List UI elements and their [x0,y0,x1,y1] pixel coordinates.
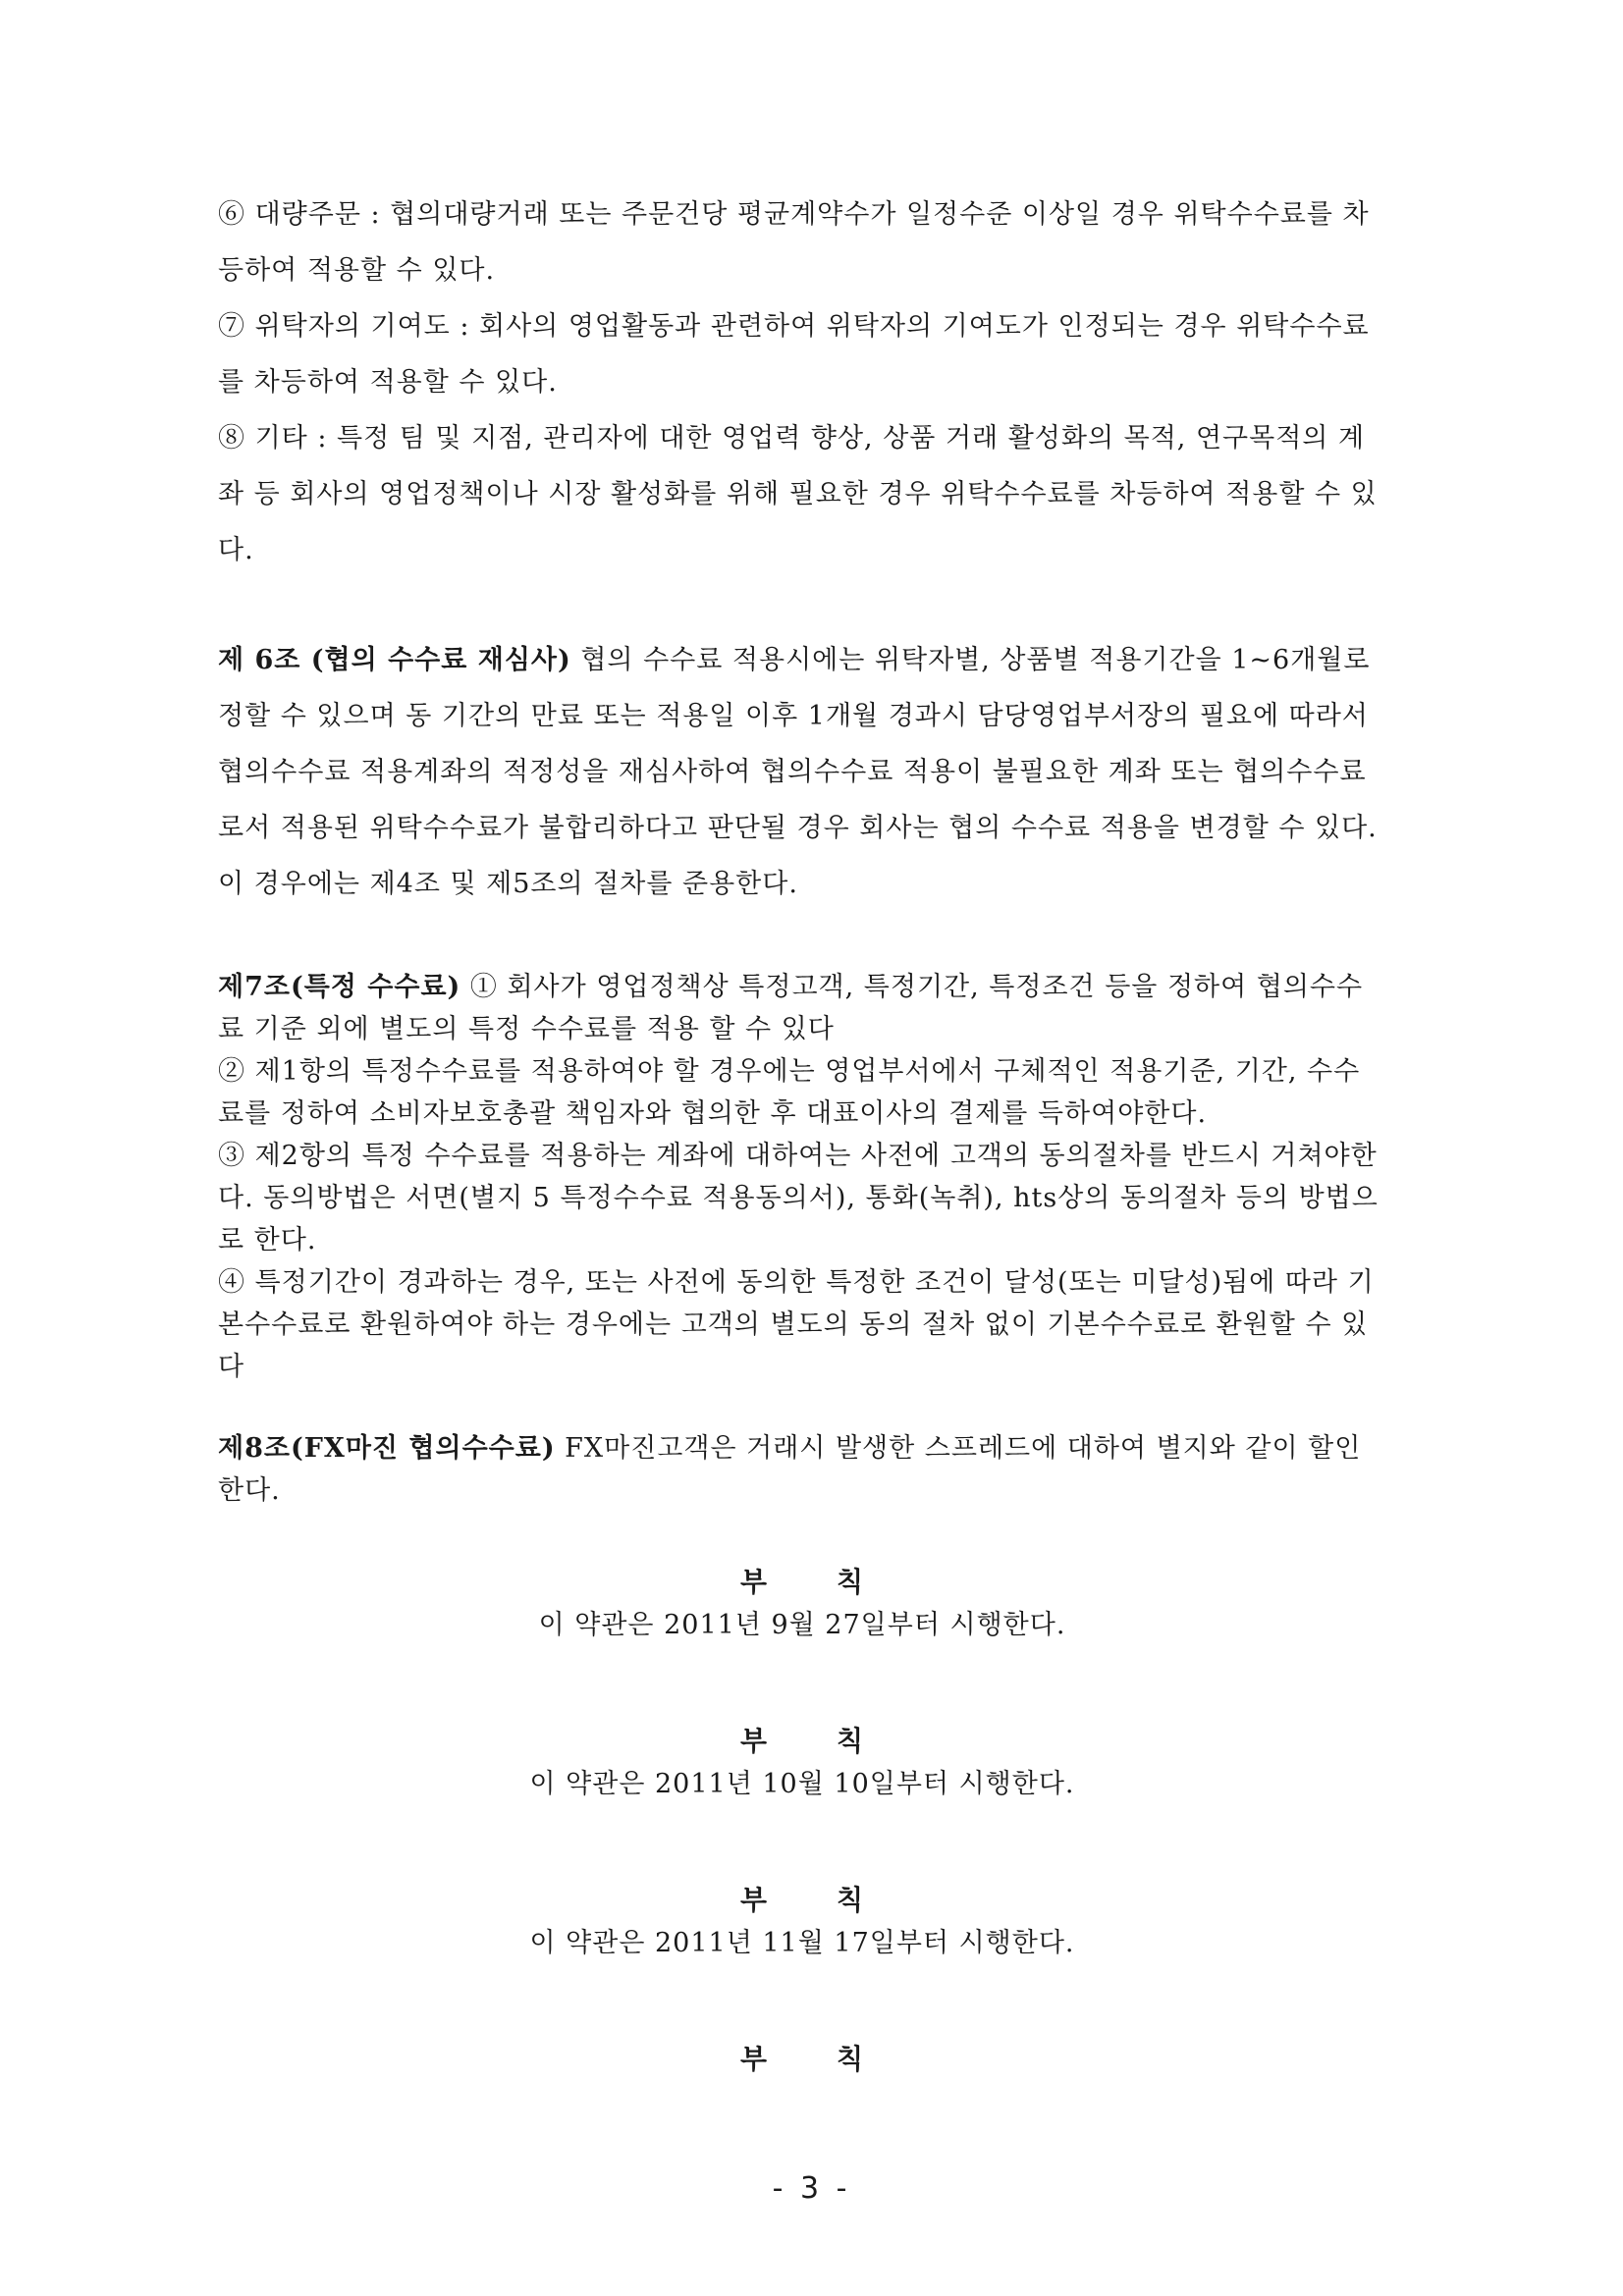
article-8 [218,1427,1386,1512]
article-7 [218,966,1386,1388]
article-6 [218,632,1386,912]
supplementary-text: 이 약관은 2011년 9월 27일부터 시행한다. [538,1610,1066,1640]
supplementary-title: 부 칙 [739,1566,865,1598]
article-8-text: FX마진고객은 거래시 발생한 스프레드에 대하여 별지와 같이 할인한다. [218,1433,1362,1506]
spacer [218,912,1386,966]
clause-item-8: ⑧ 기타 : 특정 팀 및 지점, 관리자에 대한 영업력 향상, 상품 거래 활성화의 목적, 연구목적의 계좌 등 회사의 영업정책이나 시장 활성화를 위해 필요한 경우 위탁수수료를 차등하여 적용할 수 있다. [218,423,1378,565]
article-7-para-3: ③ 제2항의 특정 수수료를 적용하는 계좌에 대하여는 사전에 고객의 동의절차를 반드시 거쳐야한다. 동의방법은 서면(별지 5 특정수수료 적용동의서), 통화(녹취), hts상의 동의절차 등의 방법으로 한다. [218,1141,1379,1255]
supplementary-text: 이 약관은 2011년 11월 17일부터 시행한다. [529,1928,1075,1958]
supplementary-title: 부 칙 [739,1884,865,1916]
spacer [218,1647,1386,1720]
article-7-para-1 [218,966,1386,1050]
spacer [218,1512,1386,1561]
page-number: - 3 - [772,2171,851,2206]
supplementary-provision-2 [218,1720,1386,1806]
article-7-para-1-text: ① 회사가 영업정책상 특정고객, 특정기간, 특정조건 등을 정하여 협의수수료 기준 외에 별도의 특정 수수료를 적용 할 수 있다 [218,972,1364,1044]
article-7-heading: 제7조(특정 수수료) [218,972,461,1002]
supplementary-text: 이 약관은 2011년 10월 10일부터 시행한다. [529,1769,1075,1799]
supplementary-provision-1 [218,1561,1386,1647]
supplementary-provision-4 [218,2038,1386,2081]
supplementary-provision-3 [218,1879,1386,1965]
article-6-text: 협의 수수료 적용시에는 위탁자별, 상품별 적용기간을 1~6개월로 정할 수 있으며 동 기간의 만료 또는 적용일 이후 1개월 경과시 담당영업부서장의 필요에 따라서 협의수수료 적용계좌의 적정성을 재심사하여 협의수수료 적용이 불필요한 계좌 또는 협의수수료로서 적용된 위탁수수료가 불합리하다고 판단될 경우 회사는 협의 수수료 적용을 변경할 수 있다. 이 경우에는 제4조 및 제5조의 절차를 준용한다. [218,645,1378,899]
article-8-heading: 제8조(FX마진 협의수수료) [218,1433,556,1464]
clause-item-6: ⑥ 대량주문 : 협의대량거래 또는 주문건당 평균계약수가 일정수준 이상일 경우 위탁수수료를 차등하여 적용할 수 있다. [218,199,1370,286]
supplementary-title: 부 칙 [739,2043,865,2075]
supplementary-title: 부 칙 [739,1725,865,1757]
clause-item-7: ⑦ 위탁자의 기여도 : 회사의 영업활동과 관련하여 위탁자의 기여도가 인정되는 경우 위탁수수료를 차등하여 적용할 수 있다. [218,311,1370,398]
spacer [218,1965,1386,2038]
spacer [218,578,1386,632]
article-7-para-2: ② 제1항의 특정수수료를 적용하여야 할 경우에는 영업부서에서 구체적인 적용기준, 기간, 수수료를 정하여 소비자보호총괄 책임자와 협의한 후 대표이사의 결제를 득하여야한다. [218,1056,1361,1129]
spacer [218,1806,1386,1879]
spacer [218,1388,1386,1427]
article-7-para-4: ④ 특정기간이 경과하는 경우, 또는 사전에 동의한 특정한 조건이 달성(또는 미달성)됨에 따라 기본수수료로 환원하여야 하는 경우에는 고객의 별도의 동의 절차 없이 기본수수료로 환원할 수 있다 [218,1267,1375,1382]
document-body [218,187,1386,2081]
article-6-heading: 제 6조 (협의 수수료 재심사) [218,645,571,675]
